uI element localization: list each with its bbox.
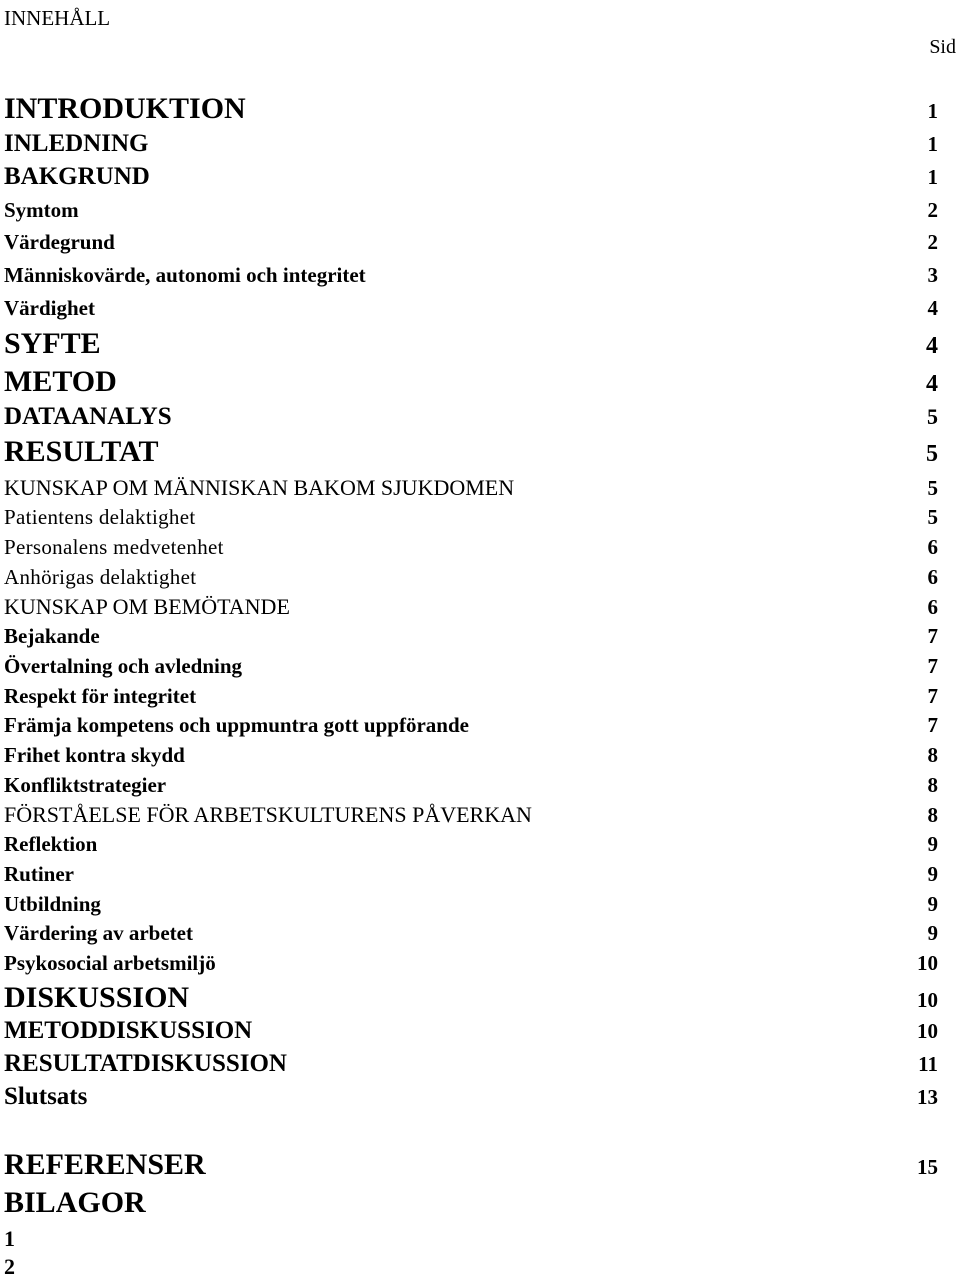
toc-entry-page: 4	[926, 333, 938, 359]
toc-entry-page: 15	[917, 1155, 938, 1179]
toc-entry-page: 10	[917, 951, 938, 975]
toc-entry-title: Anhörigas delaktighet	[4, 565, 197, 589]
toc-entry-page: 8	[927, 803, 938, 827]
toc-entry-page: 6	[927, 595, 938, 619]
toc-entry-page: 5	[926, 441, 938, 467]
toc-entry-title: Psykosocial arbetsmiljö	[4, 951, 216, 975]
toc-entry-page: 4	[927, 296, 938, 320]
toc-entry-title: REFERENSER	[4, 1148, 206, 1181]
toc-entry-title: Övertalning och avledning	[4, 654, 243, 678]
toc-entry-page: 7	[927, 684, 938, 708]
toc-entry-title: Människovärde, autonomi och integritet	[4, 263, 366, 287]
toc-entry-title: BILAGOR	[4, 1186, 146, 1219]
toc-entry-page: 10	[917, 988, 938, 1012]
toc-entry-page: 8	[927, 743, 938, 767]
toc-entry-page: 5	[927, 505, 938, 529]
toc-entry-title: Värdegrund	[4, 230, 115, 254]
toc-entry-title: FÖRSTÅELSE FÖR ARBETSKULTURENS PÅVERKAN	[4, 802, 532, 827]
toc-entry-page: 8	[927, 773, 938, 797]
toc-entry-page: 7	[927, 713, 938, 737]
toc-entry-page: 7	[927, 624, 938, 648]
toc-entry-title: DATAANALYS	[4, 403, 172, 430]
toc-entry-title: BAKGRUND	[4, 163, 150, 190]
appendix-number: 1	[4, 1226, 15, 1251]
page-column-label: Sid	[929, 36, 956, 58]
toc-entry-title: Symtom	[4, 198, 79, 222]
toc-entry-title: INLEDNING	[4, 130, 149, 157]
toc-entry-title: METOD	[4, 365, 117, 398]
toc-entry-title: KUNSKAP OM MÄNNISKAN BAKOM SJUKDOMEN	[4, 475, 515, 500]
toc-entry-title: Utbildning	[4, 892, 101, 916]
toc-entry-title: Värdighet	[4, 296, 95, 320]
toc-entry-page: 9	[927, 862, 938, 886]
toc-entry-page: 9	[927, 921, 938, 945]
toc-entry-page: 9	[927, 832, 938, 856]
toc-entry-page: 2	[927, 198, 938, 222]
toc-entry-page: 10	[917, 1019, 938, 1043]
toc-entry-title: Patientens delaktighet	[4, 505, 196, 529]
toc-entry-page: 6	[927, 535, 938, 559]
toc-entry-title: SYFTE	[4, 327, 101, 360]
toc-entry-title: Bejakande	[4, 624, 100, 648]
toc-entry-page: 1	[927, 165, 938, 189]
toc-entry-title: Konfliktstrategier	[4, 773, 167, 797]
toc-entry-page: 2	[927, 230, 938, 254]
toc-entry-page: 13	[917, 1085, 938, 1109]
toc-entry-title: RESULTATDISKUSSION	[4, 1050, 287, 1077]
toc-entry-title: RESULTAT	[4, 435, 159, 468]
toc-entry-title: METODDISKUSSION	[4, 1017, 253, 1044]
toc-entry-page: 7	[927, 654, 938, 678]
toc-entry-page: 9	[927, 892, 938, 916]
toc-entry-page: 11	[918, 1052, 938, 1076]
toc-entry-page: 1	[927, 99, 938, 123]
toc-entry-title: Värdering av arbetet	[4, 921, 193, 945]
toc-entry-title: KUNSKAP OM BEMÖTANDE	[4, 594, 290, 619]
toc-entry-title: INTRODUKTION	[4, 92, 246, 125]
toc-entry-title: Rutiner	[4, 862, 74, 886]
toc-heading: INNEHÅLL	[4, 6, 111, 30]
toc-entry-title: Reflektion	[4, 832, 98, 856]
toc-entry-title: Slutsats	[4, 1083, 88, 1110]
toc-entry-title: Främja kompetens och uppmuntra gott uppförande	[4, 713, 469, 737]
toc-entry-title: DISKUSSION	[4, 981, 190, 1014]
toc-entry-title: Personalens medvetenhet	[4, 535, 224, 559]
toc-entry-page: 4	[926, 371, 938, 397]
toc-entry-page: 5	[927, 476, 938, 500]
toc-entry-title: Respekt för integritet	[4, 684, 197, 708]
toc-entry-page: 3	[927, 263, 938, 287]
toc-entry-page: 1	[927, 132, 938, 156]
toc-entry-page: 6	[927, 565, 938, 589]
appendix-number: 2	[4, 1254, 15, 1279]
toc-entry-page: 5	[927, 404, 938, 429]
toc-entry-title: Frihet kontra skydd	[4, 743, 185, 767]
